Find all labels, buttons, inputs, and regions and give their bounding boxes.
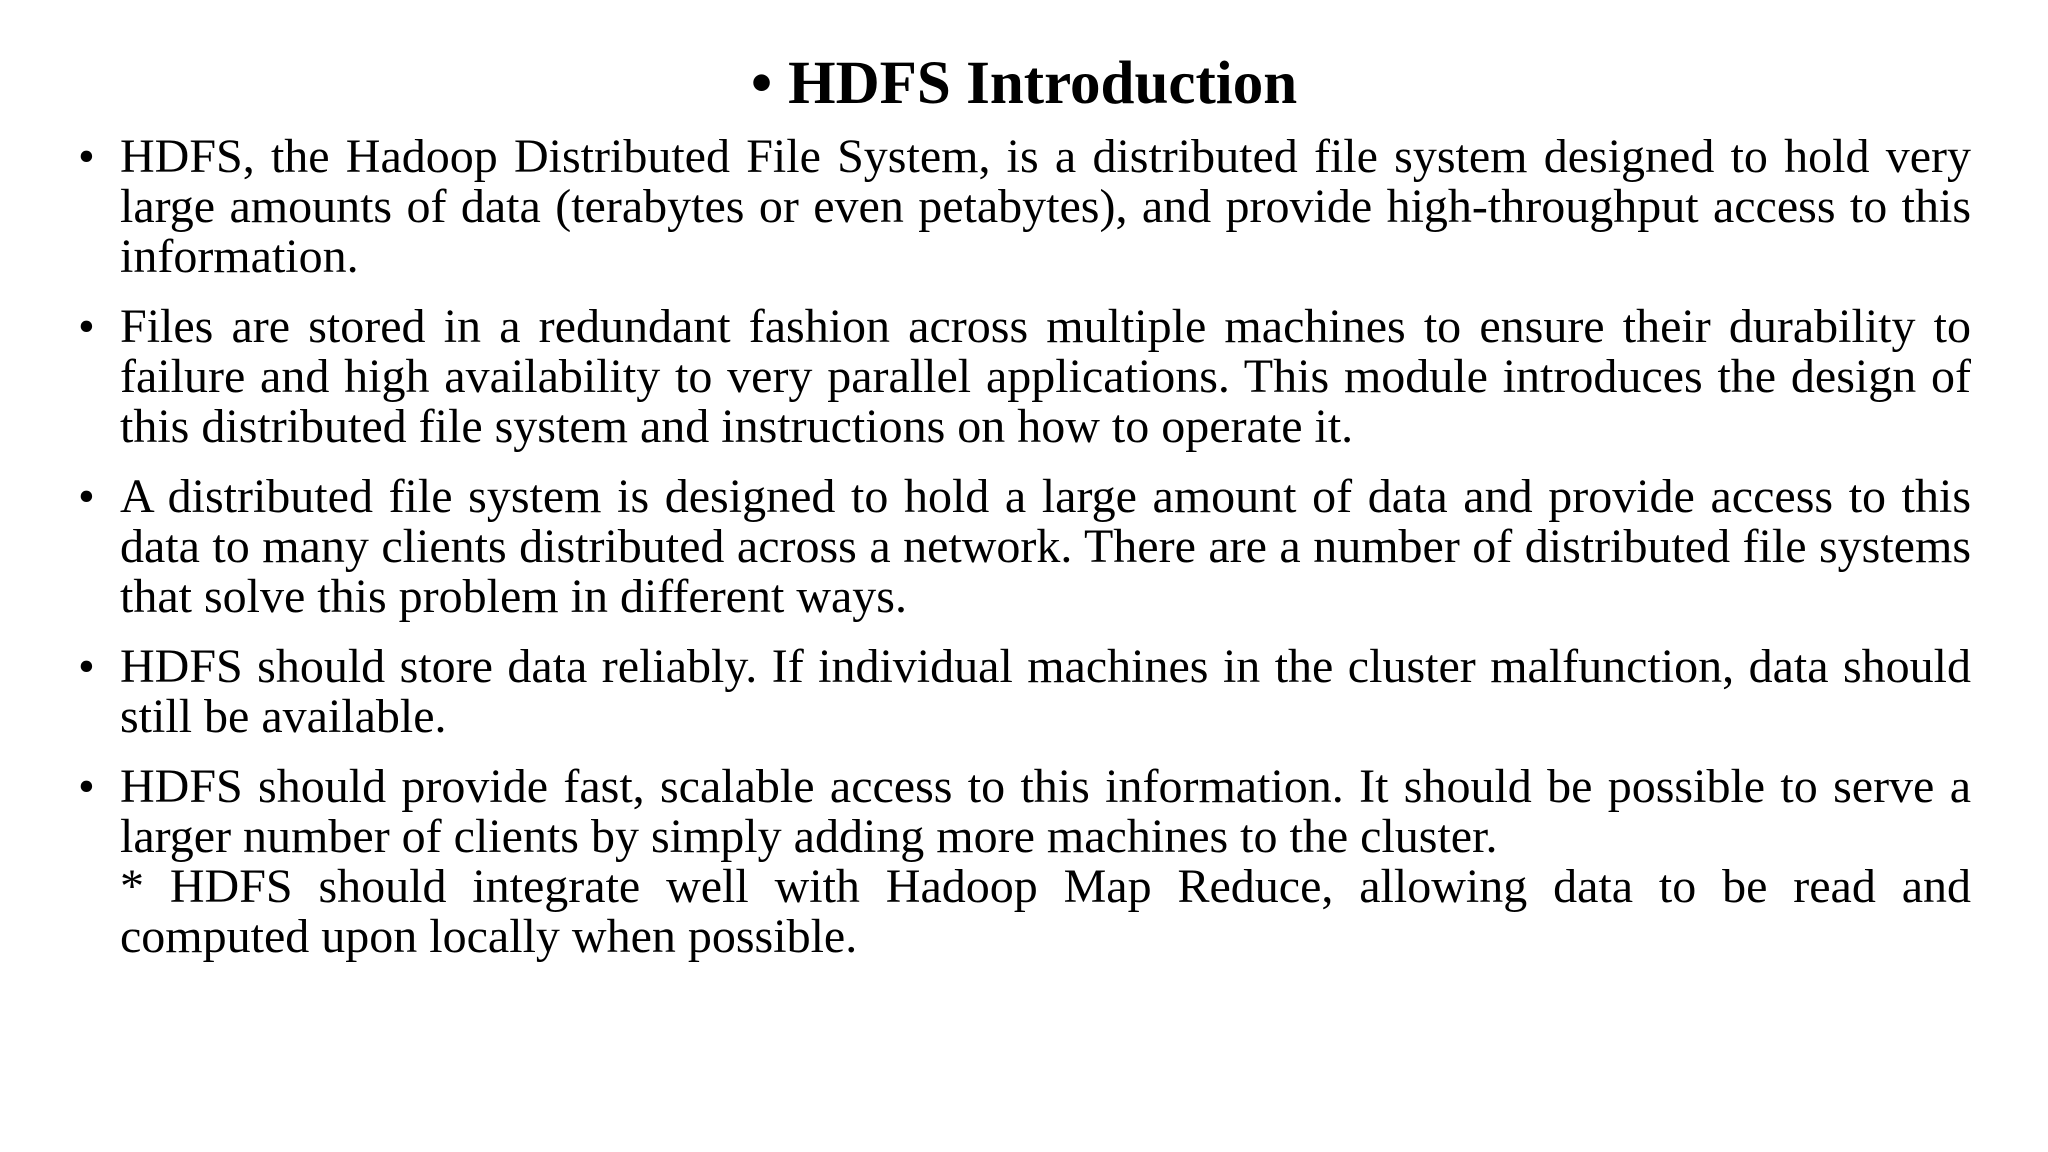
bullet-dot-icon: • xyxy=(78,300,95,353)
bullet-text: HDFS, the Hadoop Distributed File System, is a distributed file system designed to hold very large amounts of data (terabytes or even petabytes), and provide high-throughput access to this information. xyxy=(120,130,1971,283)
bullet-text xyxy=(120,762,1971,962)
bullet-text: HDFS should store data reliably. If individual machines in the cluster malfunction, data should still be available. xyxy=(120,640,1971,743)
bullet-text: Files are stored in a redundant fashion across multiple machines to ensure their durability to failure and high availability to very parallel applications. This module introduces the design of this distributed file system and instructions on how to operate it. xyxy=(120,300,1971,453)
bullet-text: A distributed file system is designed to hold a large amount of data and provide access to this data to many clients distributed across a network. There are a number of distributed file systems that solve this problem in different ways. xyxy=(120,470,1971,623)
bullet-list xyxy=(78,132,1971,982)
bullet-item xyxy=(78,642,1971,742)
bullet-item xyxy=(78,132,1971,282)
bullet-dot-icon: • xyxy=(78,130,95,183)
bullet-item xyxy=(78,302,1971,452)
bullet-dot-icon: • xyxy=(78,640,95,693)
bullet-dot-icon: • xyxy=(78,760,95,813)
bullet-dot-icon: • xyxy=(78,470,95,523)
bullet-text-part: HDFS should provide fast, scalable access to this information. It should be possible to serve a larger number of clients by simply adding more machines to the cluster. xyxy=(120,760,1971,863)
title-bullet-icon: • xyxy=(750,50,773,117)
slide-title-row xyxy=(0,48,2048,120)
bullet-item xyxy=(78,472,1971,622)
bullet-item xyxy=(78,762,1971,962)
slide-title: HDFS Introduction xyxy=(788,50,1298,117)
bullet-text-continued: * HDFS should integrate well with Hadoop Map Reduce, allowing data to be read and computed upon locally when possible. xyxy=(120,860,1971,963)
